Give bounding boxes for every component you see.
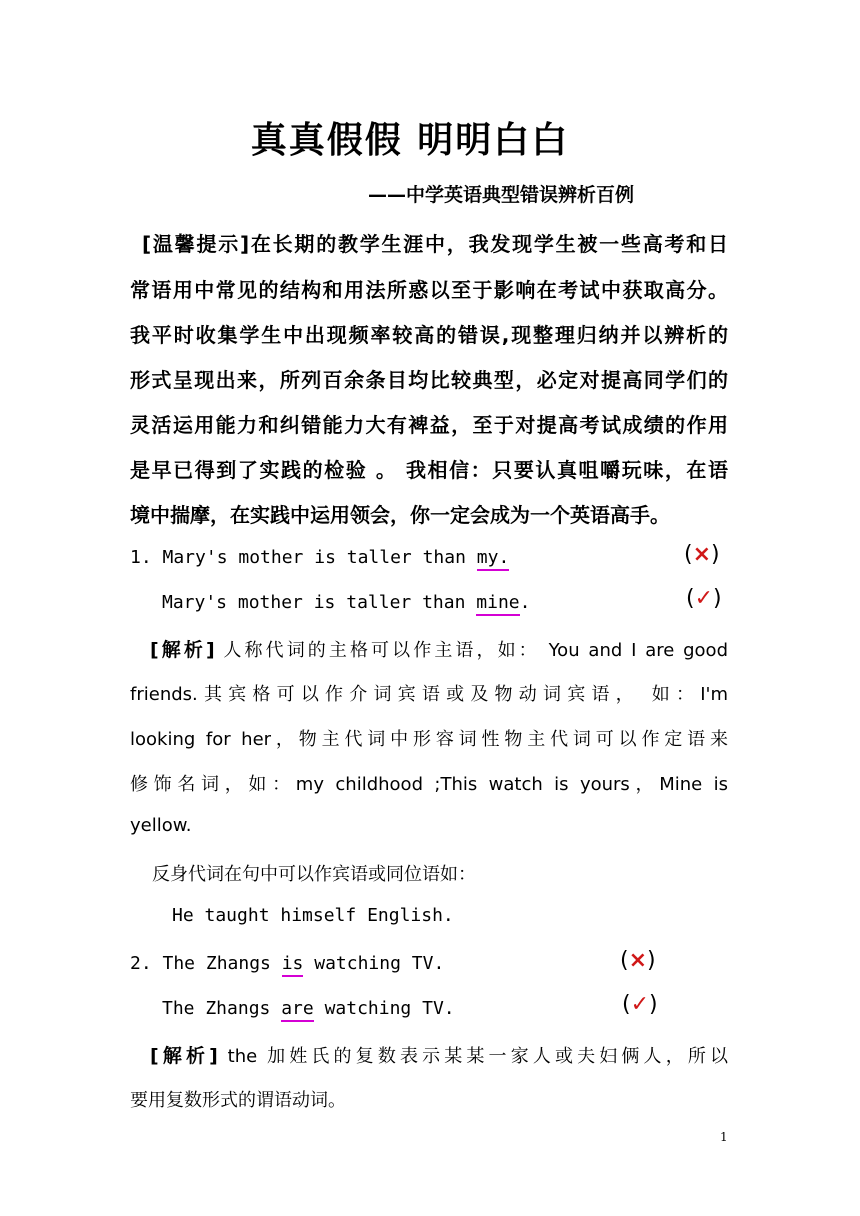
check-icon: ✓ [694, 586, 714, 611]
intro-line-2: 常语用中常见的结构和用法所惑以至于影响在考试中获取高分。 [130, 278, 728, 302]
item1-analysis-line-5: yellow. [130, 815, 192, 836]
item1-wrong-mark: (×) [684, 542, 720, 567]
item2-analysis-line-2: 要用复数形式的谓语动词。 [130, 1090, 346, 1111]
intro-line-6: 是早已得到了实践的检验 。 我相信：只要认真咀嚼玩味，在语 [130, 458, 728, 482]
item1-right-word: mine [476, 592, 519, 616]
item1-right-sentence: Mary's mother is taller than mine. [162, 592, 530, 613]
intro-line-7: 境中揣摩，在实践中运用领会，你一定会成为一个英语高手。 [130, 503, 670, 527]
item2-wrong-mark: (×) [620, 948, 656, 973]
item1-analysis-line-6: 反身代词在句中可以作宾语或同位语如： [152, 864, 476, 885]
item1-analysis-line-1: [解析] 人称代词的主格可以作主语，如： You and I are good [150, 639, 728, 661]
document-title: 真真假假 明明白白 [250, 119, 570, 161]
item2-analysis-line-1: [解析] the 加姓氏的复数表示某某一家人或夫妇俩人，所以 [150, 1045, 728, 1067]
item1-right-mark: (✓) [686, 586, 722, 611]
item1-wrong-word: my. [477, 547, 510, 571]
item1-analysis-line-3: looking for her，物主代词中形容词性物主代词可以作定语来 [130, 729, 728, 750]
intro-line-4: 形式呈现出来，所列百余条目均比较典型，必定对提高同学们的 [130, 368, 728, 392]
page-number: 1 [720, 1130, 728, 1144]
intro-label: [温馨提示] [142, 232, 250, 256]
item2-right-mark: (✓) [622, 992, 658, 1017]
document-subtitle: ——中学英语典型错误辨析百例 [368, 184, 635, 206]
cross-icon: × [692, 542, 712, 567]
intro-line-3: 我平时收集学生中出现频率较高的错误,现整理归纳并以辨析的 [130, 323, 728, 347]
item2-right-sentence: The Zhangs are watching TV. [162, 998, 455, 1019]
item1-analysis-line-2: friends.其宾格可以作介词宾语或及物动词宾语， 如：I'm [130, 684, 728, 705]
intro-line-1: [温馨提示]在长期的教学生涯中，我发现学生被一些高考和日 [142, 232, 729, 256]
intro-line-5: 灵活运用能力和纠错能力大有裨益，至于对提高考试成绩的作用 [130, 413, 728, 437]
cross-icon: × [628, 948, 648, 973]
item1-analysis-example: He taught himself English. [172, 905, 454, 926]
item1-analysis-label: [解析] [150, 639, 215, 661]
item2-wrong-word: is [282, 953, 304, 977]
item1-analysis-line-4: 修饰名词，如：my childhood ;This watch is yours，Mine is [130, 774, 728, 795]
item2-wrong-sentence: 2. The Zhangs is watching TV. [130, 953, 444, 974]
item1-wrong-sentence: 1. Mary's mother is taller than my. [130, 547, 520, 568]
item2-analysis-label: [解析] [150, 1045, 218, 1067]
item2-right-word: are [281, 998, 314, 1022]
check-icon: ✓ [630, 992, 650, 1017]
